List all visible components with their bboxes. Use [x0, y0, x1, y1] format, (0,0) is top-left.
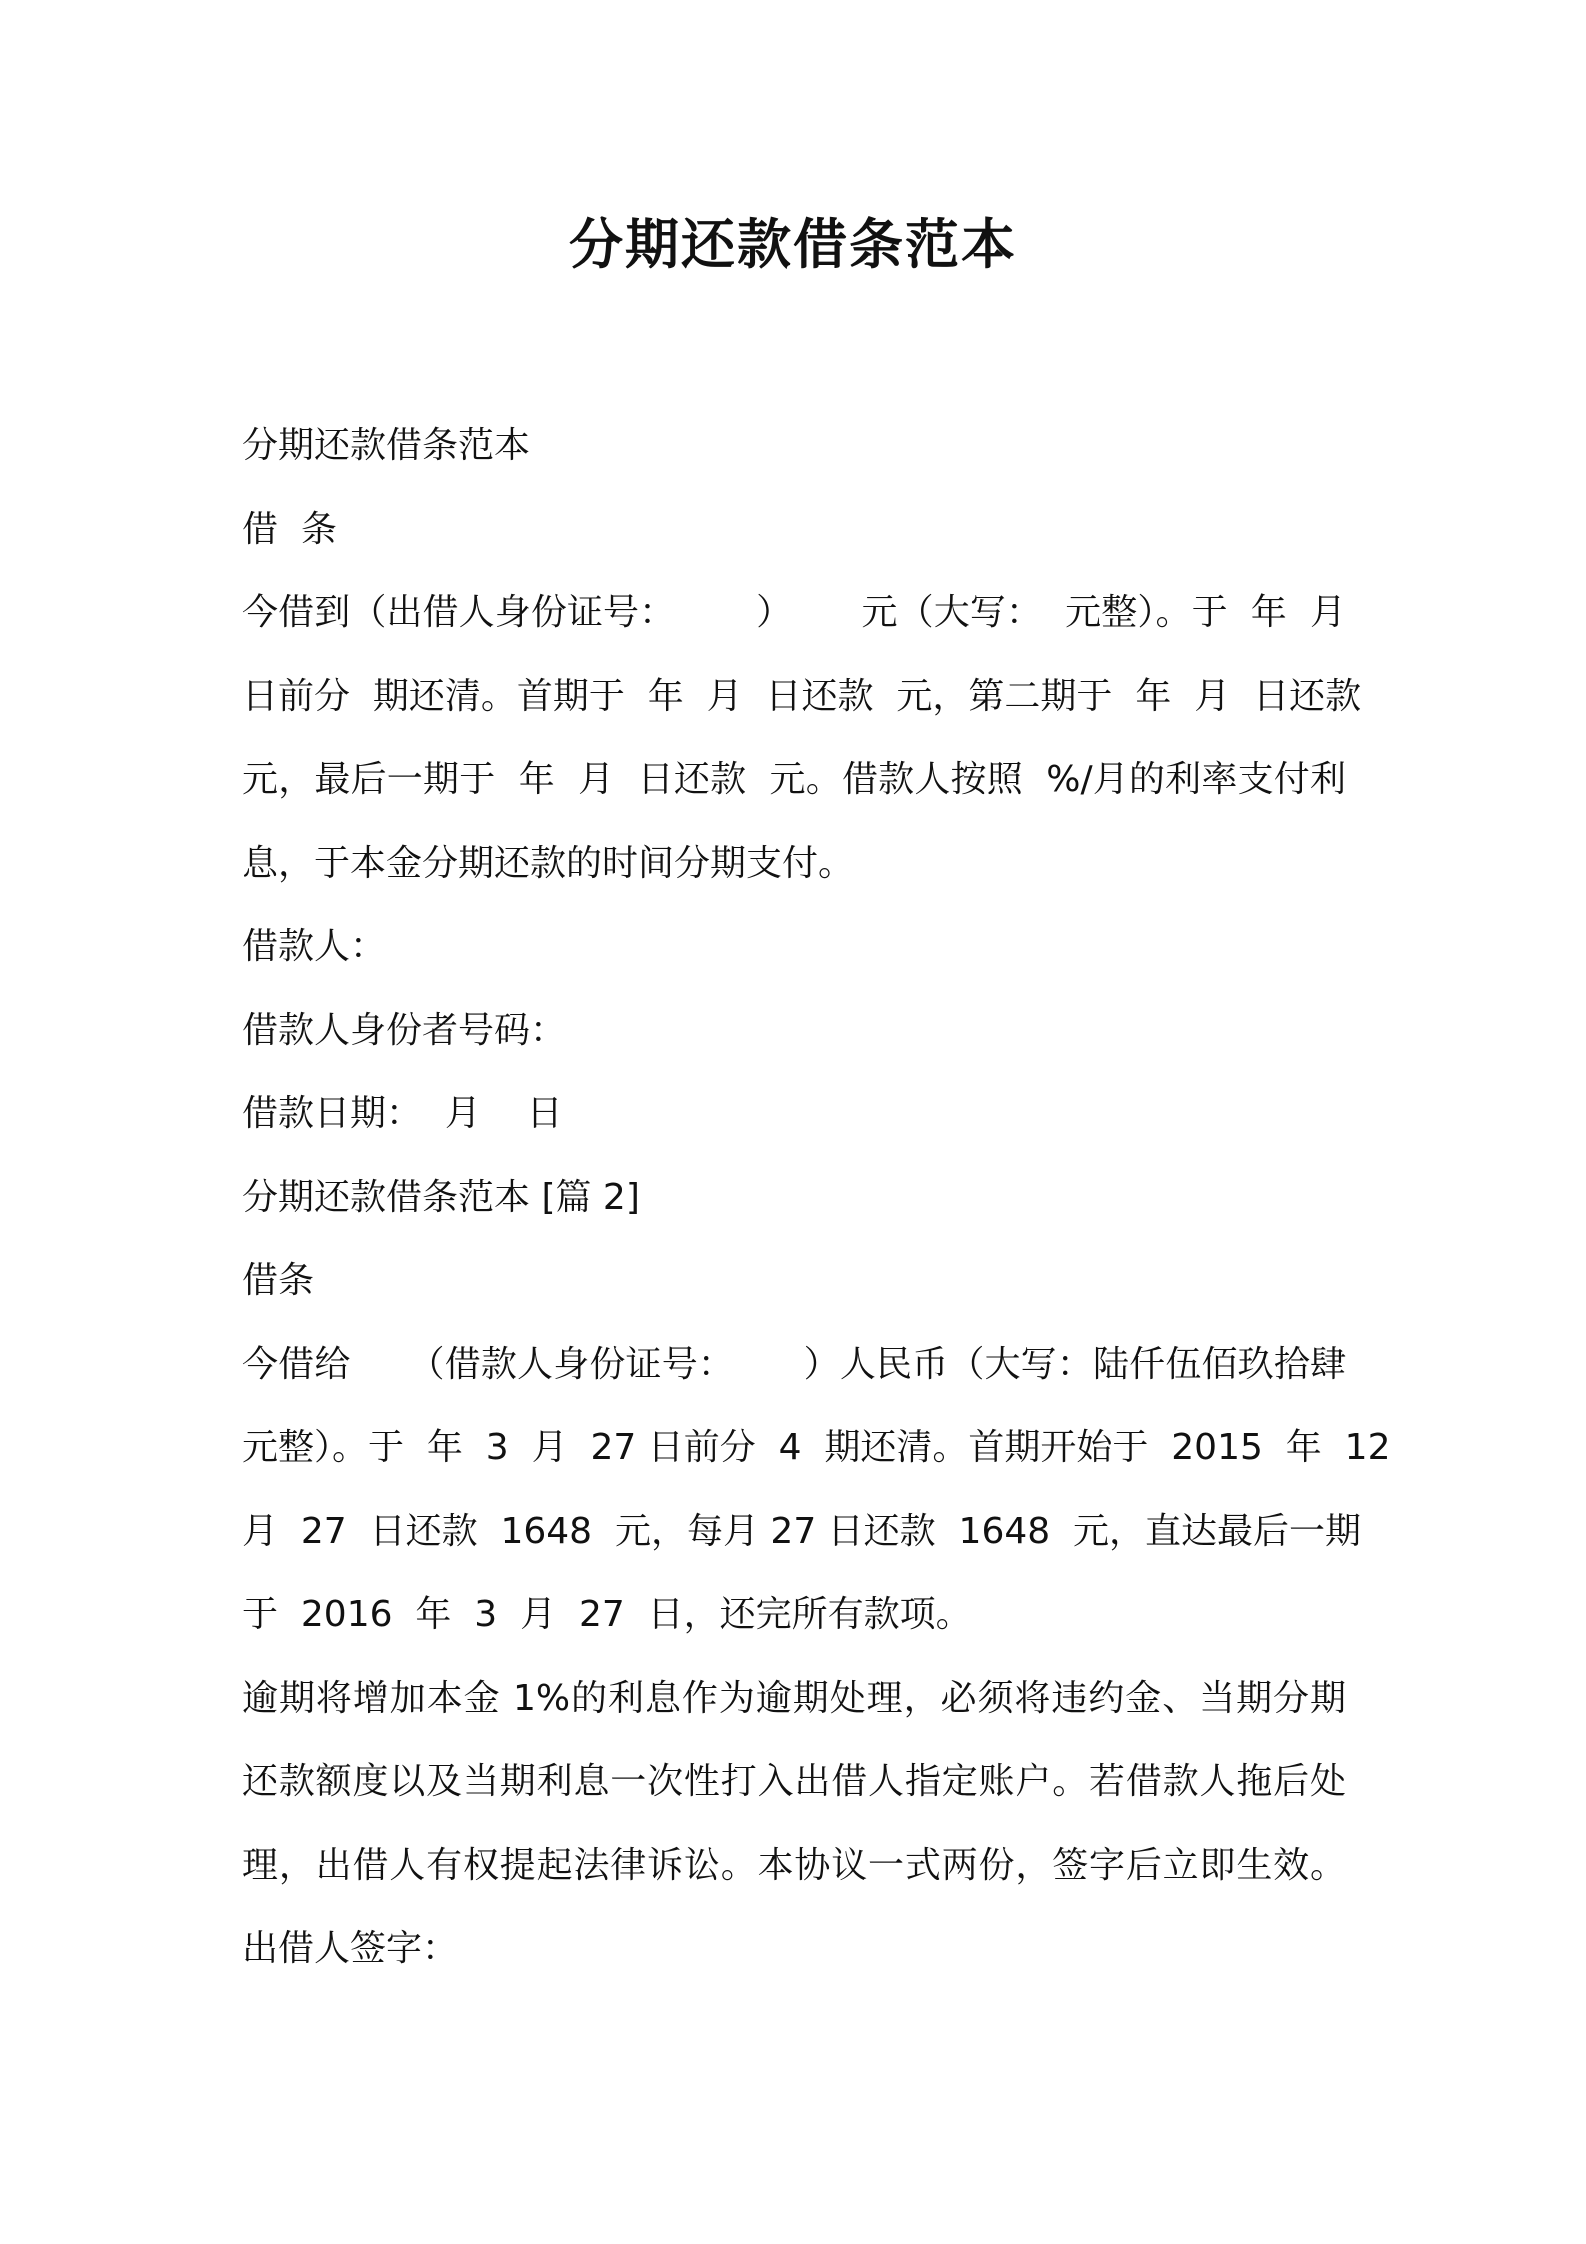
- text-line: 今借到（出借人身份证号： ） 元（大写： 元整）。于 年 月: [242, 592, 1346, 633]
- text-line: 还款额度以及当期利息一次性打入出借人指定账户。若借款人拖后处: [242, 1761, 1346, 1802]
- document-title: 分期还款借条范本: [569, 213, 1017, 276]
- text-line: 借款人身份者号码：: [242, 1009, 567, 1051]
- text-line: 借款日期： 月 日: [242, 1093, 563, 1134]
- text-line: 元，最后一期于 年 月 日还款 元。借款人按照 %/月的利率支付利: [242, 759, 1346, 800]
- text-line: 分期还款借条范本 [篇 2]: [242, 1176, 640, 1218]
- text-line: 逾期将增加本金 1%的利息作为逾期处理，必须将违约金、当期分期: [242, 1677, 1346, 1719]
- document-body: [242, 404, 1391, 1991]
- text-line: 息，于本金分期还款的时间分期支付。: [242, 842, 855, 884]
- text-line: 月 27 日还款 1648 元，每月 27 日还款 1648 元，直达最后一期: [242, 1510, 1362, 1552]
- text-line: 理，出借人有权提起法律诉讼。本协议一式两份，签字后立即生效。: [242, 1844, 1346, 1886]
- text-line: 元整）。于 年 3 月 27 日前分 4 期还清。首期开始于 2015 年 12: [242, 1427, 1391, 1468]
- text-line: 分期还款借条范本: [242, 425, 531, 466]
- text-line: 今借给 （借款人身份证号： ）人民币（大写：陆仟伍佰玖拾肆: [242, 1343, 1346, 1385]
- text-line: 日前分 期还清。首期于 年 月 日还款 元，第二期于 年 月 日还款: [242, 675, 1362, 717]
- text-line: 借 条: [242, 508, 337, 550]
- text-line: 于 2016 年 3 月 27 日，还完所有款项。: [242, 1594, 972, 1635]
- text-line: 出借人签字：: [242, 1928, 459, 1969]
- text-line: 借款人：: [242, 926, 387, 967]
- text-line: 借条: [242, 1260, 315, 1301]
